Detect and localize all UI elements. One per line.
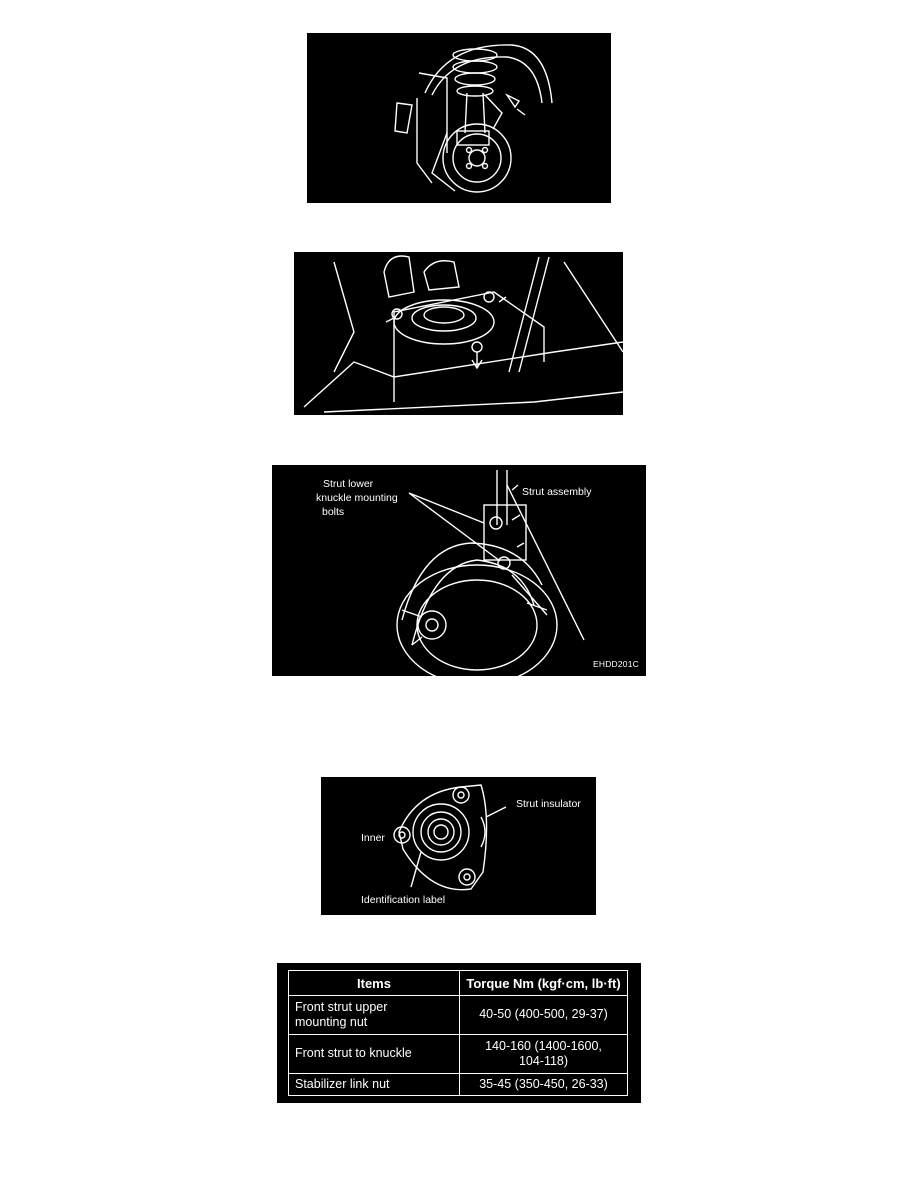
row2-item: Front strut to knuckle [289,1034,460,1073]
strut-top-mount-illustration [294,252,623,415]
table-header-row [289,971,628,996]
table-row [289,1073,628,1095]
strut-lower-label-line3: bolts [322,506,345,518]
identification-label: Identification label [361,894,446,906]
strut-lower-label-line1: Strut lower [323,478,374,490]
header-torque: Torque Nm (kgf·cm, lb·ft) [460,971,628,996]
row1-item-line2: mounting nut [295,1014,368,1029]
row1-item [289,996,460,1035]
torque-table [288,970,628,1096]
row2-torque-line2: 104-118) [518,1053,569,1068]
inner-label: Inner [361,832,385,844]
table-row [289,1034,628,1073]
row2-torque [460,1034,628,1073]
strut-assembly-label: Strut assembly [522,486,592,498]
row3-item: Stabilizer link nut [289,1073,460,1095]
strut-knuckle-bolts-illustration [272,465,646,676]
strut-top-mount-drawing [294,252,623,415]
table-row [289,996,628,1035]
figure-code: EHDD201C [593,659,640,669]
strut-wheel-well-illustration [307,33,611,203]
strut-insulator-illustration [321,777,596,915]
header-items: Items [289,971,460,996]
row1-torque: 40-50 (400-500, 29-37) [460,996,628,1035]
strut-wheel-well-drawing [307,33,611,203]
row1-item-line1: Front strut upper [295,999,388,1014]
row3-torque: 35-45 (350-450, 26-33) [460,1073,628,1095]
strut-insulator-label: Strut insulator [516,798,581,810]
row2-torque-line1: 140-160 (1400-1600, [485,1038,602,1053]
torque-table-panel [277,963,641,1103]
strut-lower-label-line2: knuckle mounting [316,492,398,504]
